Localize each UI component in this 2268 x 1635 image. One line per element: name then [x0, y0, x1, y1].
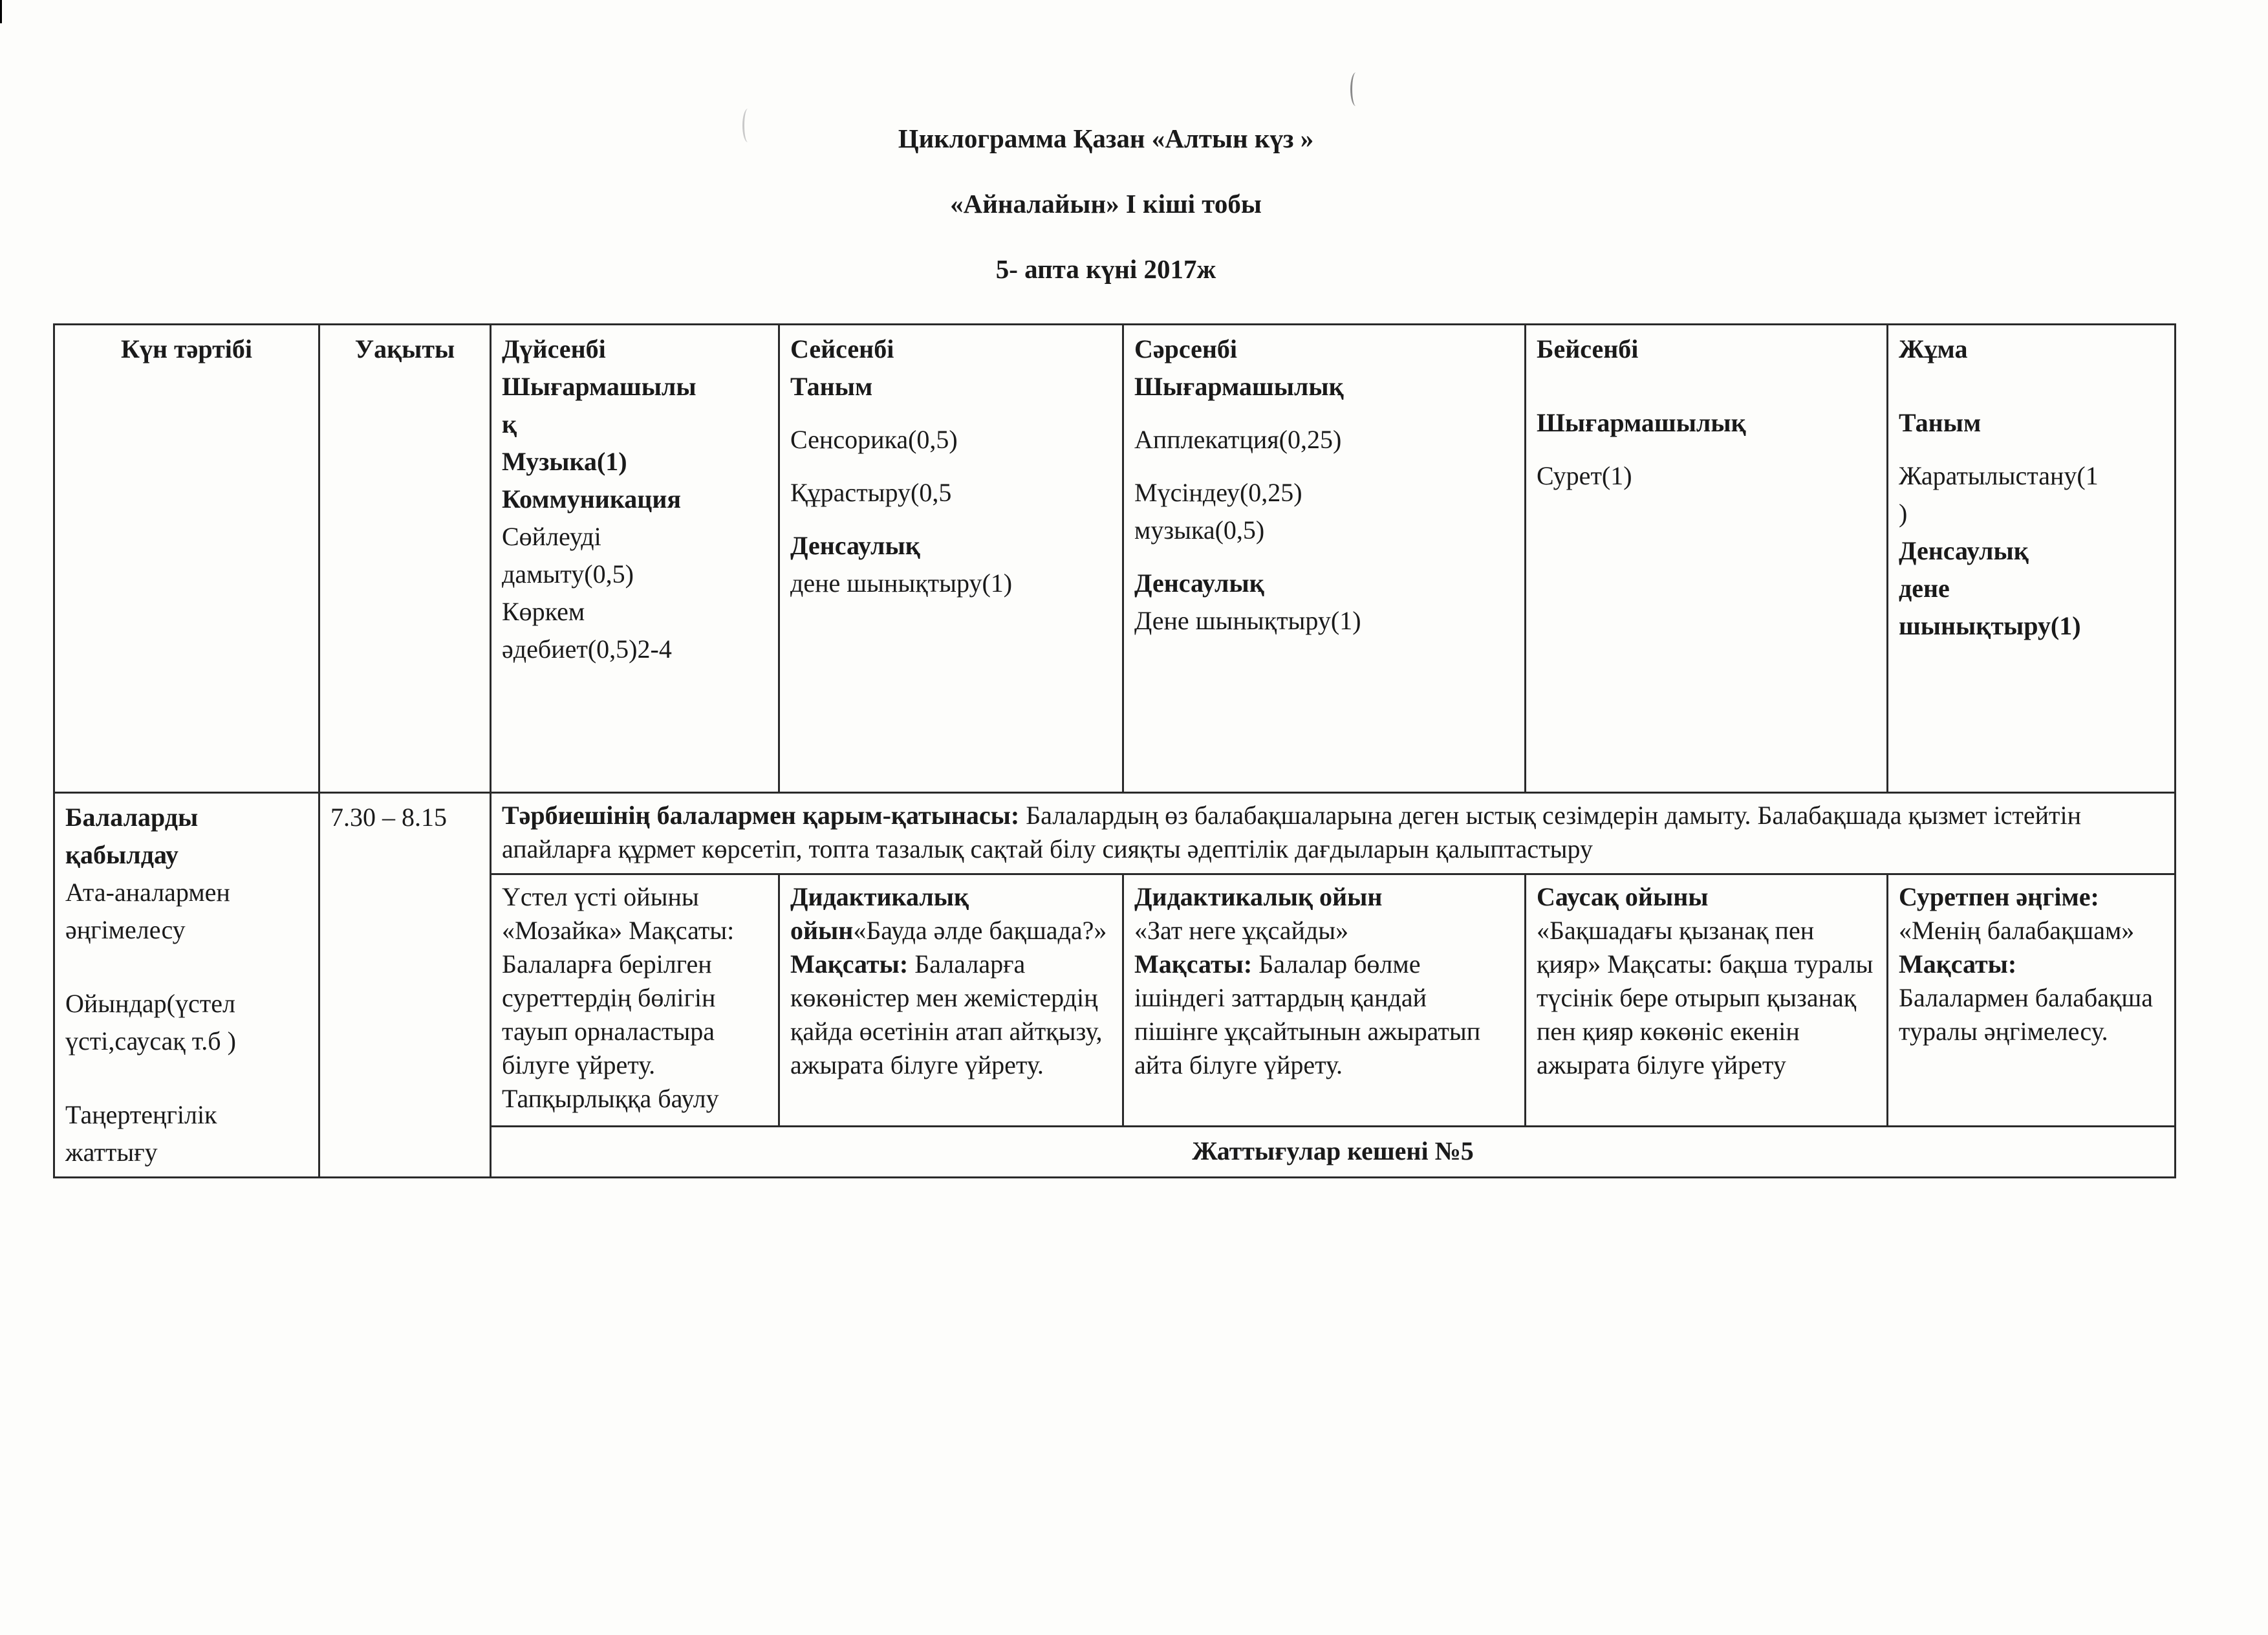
subject-line: Жаратылыстану(1 — [1899, 461, 2099, 490]
subject-line: Дене шынықтыру(1) — [1134, 606, 1361, 635]
reception-item: Таңертеңгілік жаттығу — [65, 1100, 217, 1167]
subject-line: дамыту(0,5) — [502, 559, 634, 589]
game-title: Суретпен әңгіме: — [1899, 882, 2099, 911]
subject-line: Апплекатция(0,25) — [1134, 425, 1342, 454]
subject-line: дене шынықтыру(1) — [790, 568, 1013, 598]
communication-text: Балалардың өз балабақшаларына деген ыстық сезімдерін дамыту. Балабақшада қызмет істейтін апайларға құрмет көрсетіп, топта тазалық сақтай білу сияқты әдептілік дағдыларын қалыптастыру — [502, 801, 2082, 863]
reception-cell — [54, 793, 319, 1178]
subject-line: Денсаулық — [790, 531, 920, 560]
page-title: Циклограмма Қазан «Алтын күз » — [898, 124, 1314, 153]
subject-line: шынықтыру(1) — [1899, 611, 2081, 640]
header-time: Уақыты — [319, 325, 491, 793]
game-title: Саусақ ойыны — [1537, 882, 1709, 911]
subject-line: Таным — [1899, 408, 1982, 437]
scan-artifact — [1350, 72, 1361, 106]
game-wednesday — [1123, 874, 1526, 1127]
group-name: «Айналайын» І кіші тобы — [950, 189, 1262, 219]
game-monday — [491, 874, 779, 1127]
game-text: Үстел үсті ойыны «Мозайка» Мақсаты: Балаларға берілген суреттердің бөлігін тауып орналастыра білуге үйрету. Тапқырлыққа баулу — [502, 882, 735, 1113]
subject-line: Сөйлеуді — [502, 522, 601, 551]
subject-line: Денсаулық — [1134, 568, 1264, 598]
subject-line: Денсаулық — [1899, 536, 2029, 565]
subject-line: дене — [1899, 574, 1950, 603]
subject-line: Көркем — [502, 597, 585, 626]
goal-label: Мақсаты: — [1134, 949, 1253, 979]
game-name: «Менің балабақшам» — [1899, 915, 2135, 945]
reception-row — [54, 793, 2176, 874]
game-name: «Зат неге ұқсайды» — [1134, 915, 1349, 945]
game-friday — [1888, 874, 2176, 1127]
header-monday — [491, 325, 779, 793]
subject-line: Сенсорика(0,5) — [790, 425, 958, 454]
scan-edge-mark — [0, 0, 2, 23]
subject-line: музыка(0,5) — [1134, 515, 1265, 545]
subject-line: Таным — [790, 372, 873, 401]
subject-line: Шығармашылық — [1134, 372, 1344, 401]
goal-text: Балалармен балабақша туралы әңгімелесу. — [1899, 982, 2153, 1046]
week-label: 5- апта күні 2017ж — [995, 254, 1216, 285]
header-thursday — [1526, 325, 1888, 793]
game-title: Дидактикалық ойын — [790, 882, 969, 945]
goal-text: Балаларға көкөністер мен жемістердің қайда өсетінін атап айтқызу, ажырата білуге үйрету. — [790, 949, 1103, 1079]
subject-line: Шығармашылық — [1537, 408, 1746, 437]
schedule-table — [53, 323, 2176, 1178]
subject-line: Құрастыру(0,5 — [790, 478, 952, 507]
day-name: Дүйсенбі — [502, 334, 606, 363]
subject-line: Мүсіндеу(0,25) — [1134, 478, 1302, 507]
game-tuesday — [779, 874, 1123, 1127]
header-wednesday — [1123, 325, 1526, 793]
subject-line: Шығармашылы — [502, 372, 697, 401]
table-header-row — [54, 325, 2176, 793]
header-tuesday — [779, 325, 1123, 793]
reception-title: Балаларды қабылдау — [65, 803, 199, 869]
communication-label: Тәрбиешінің балалармен қарым-қатынасы: — [502, 801, 1020, 830]
subject-line: Музыка(1) — [502, 447, 627, 476]
goal-text: Балалар бөлме ішіндегі заттардың қандай пішінге ұқсайтынын ажыратып айта білуге үйрету. — [1134, 949, 1481, 1079]
day-name: Сейсенбі — [790, 334, 894, 363]
communication-cell — [491, 793, 2176, 874]
reception-item: Ойындар(үстел үсті,саусақ т.б ) — [65, 989, 236, 1056]
exercises-cell: Жаттығулар кешені №5 — [491, 1127, 2176, 1178]
subject-line: әдебиет(0,5)2-4 — [502, 634, 672, 664]
time-cell: 7.30 – 8.15 — [319, 793, 491, 1178]
subject-line: Сурет(1) — [1537, 461, 1632, 490]
game-thursday — [1526, 874, 1888, 1127]
game-text: «Бақшадағы қызанақ пен қияр» Мақсаты: бақша туралы түсінік бере отырып қызанақ пен қияр көкөніс екенін ажырата білуге үйрету — [1537, 915, 1874, 1079]
game-name: «Бауда әлде бақшада?» — [853, 915, 1107, 945]
day-name: Сәрсенбі — [1134, 334, 1238, 363]
subject-line: ) — [1899, 499, 1908, 528]
page-headings — [0, 123, 2212, 286]
goal-label: Мақсаты: — [790, 949, 909, 979]
day-name: Бейсенбі — [1537, 334, 1639, 363]
header-friday — [1888, 325, 2176, 793]
subject-line: Коммуникация — [502, 484, 682, 514]
day-name: Жұма — [1899, 334, 1968, 363]
header-regime: Күн тәртібі — [54, 325, 319, 793]
reception-item: Ата-аналармен әңгімелесу — [65, 878, 230, 944]
goal-label: Мақсаты: — [1899, 949, 2017, 979]
game-title: Дидактикалық ойын — [1134, 882, 1383, 911]
subject-line: қ — [502, 409, 517, 439]
